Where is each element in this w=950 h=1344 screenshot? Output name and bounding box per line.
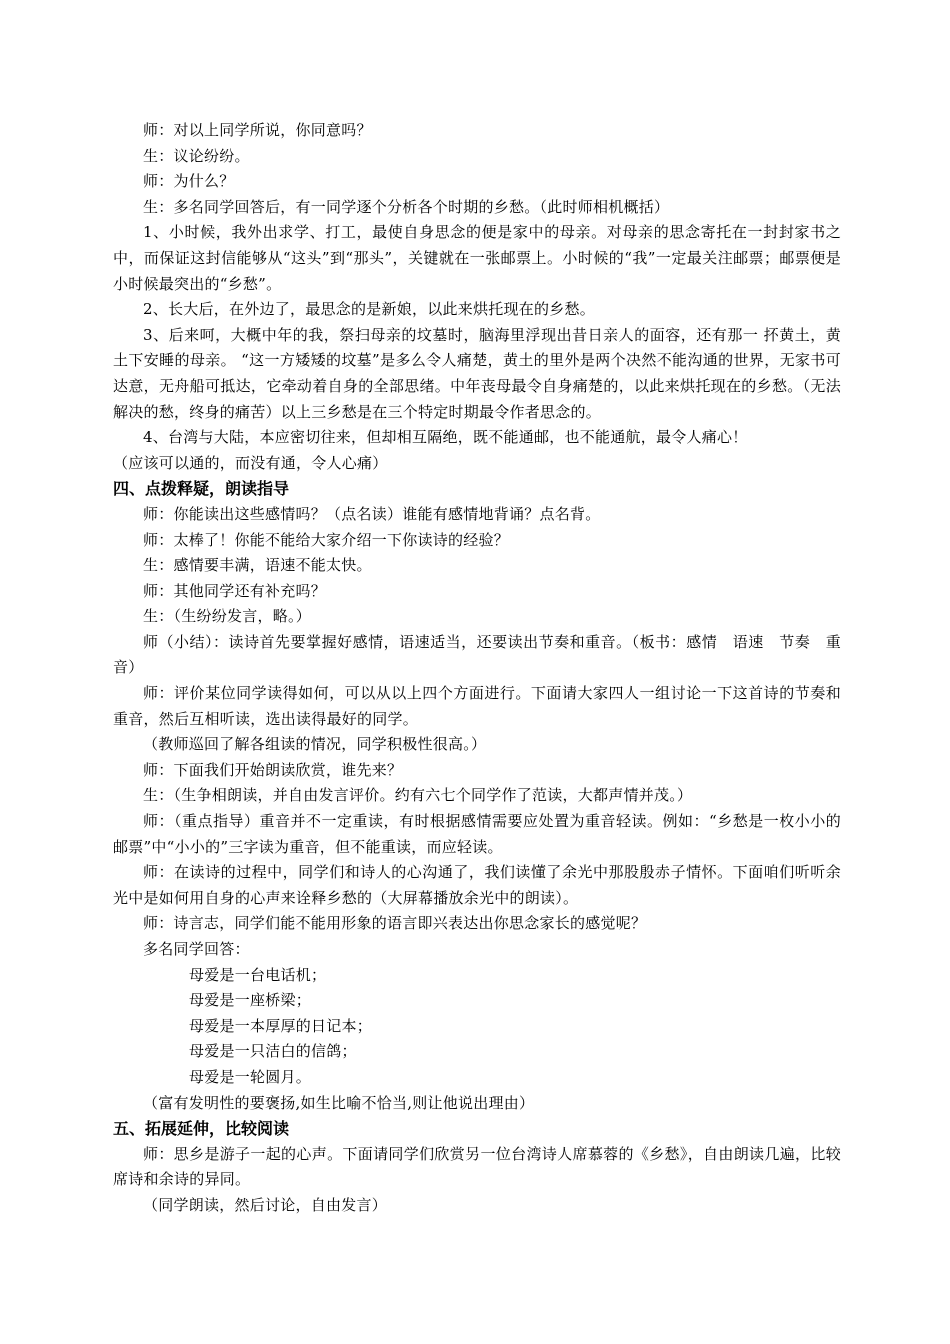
paragraph: （教师巡回了解各组读的情况，同学积极性很高。） (143, 735, 487, 754)
poem-line: 母爱是一轮圆月。 (189, 1067, 312, 1086)
paragraph: 师：太棒了！你能不能给大家介绍一下你读诗的经验？ (143, 530, 510, 549)
poem-line: 母爱是一台电话机； (189, 965, 327, 984)
paragraph: 4、台湾与大陆，本应密切往来，但却相互隔绝，既不能通邮，也不能通航，最令人痛心！ (143, 428, 748, 447)
paragraph: 生：（生纷纷发言，略。） (143, 607, 312, 626)
paragraph: 师（小结）：读诗首先要掌握好感情，语速适当，还要读出节奏和重音。（板书：感情 语速 节奏 重音） (113, 632, 841, 677)
paragraph: 师：评价某位同学读得如何，可以从以上四个方面进行。下面请大家四人一组讨论一下这首诗的节奏和重音，然后互相听读，选出读得最好的同学。 (113, 684, 841, 728)
paragraph: 师：对以上同学所说，你同意吗？ (143, 121, 372, 139)
paragraph: （同学朗读，然后讨论，自由发言） (143, 1195, 388, 1214)
paragraph: 生：多名同学回答后，有一同学逐个分析各个时期的乡愁。（此时师相机概括） (143, 197, 670, 216)
paragraph: 师：你能读出这些感情吗？（点名读）谁能有感情地背诵？点名背。 (143, 504, 601, 523)
poem-line: 母爱是一本厚厚的日记本； (189, 1016, 373, 1035)
paragraph: 多名同学回答： (143, 940, 250, 958)
poem-line: 母爱是一座桥梁； (189, 991, 312, 1010)
paragraph: 生：议论纷纷。 (143, 146, 250, 165)
paragraph: 师：诗言志，同学们能不能用形象的语言即兴表达出你思念家长的感觉呢？ (143, 914, 647, 933)
document-body (113, 118, 841, 1219)
paragraph: 3、后来呵，大概中年的我，祭扫母亲的坟墓时，脑海里浮现出昔日亲人的面容，还有那一 抔黄土，黄土下安睡的母亲。 “这一方矮矮的坟墓”是多么令人痛楚，黄土的里外是两个决然不能沟通的世界，无家书可达意，无舟船可抵达，它牵动着自身的全部思绪。中年丧母最令自身痛楚的，以此来烘托现在的乡愁。（无法解决的愁，终身的痛苦）以上三乡愁是在三个特定时期最令作者思念的。 (113, 325, 841, 421)
paragraph: 师：其他同学还有补充吗？ (143, 581, 327, 600)
section-heading-5: 五、拓展延伸，比较阅读 (113, 1119, 290, 1139)
paragraph: 师：下面我们开始朗读欣赏，谁先来？ (143, 760, 403, 779)
paragraph: 师：思乡是游子一起的心声。下面请同学们欣赏另一位台湾诗人席慕蓉的《乡愁》，自由朗读几遍，比较席诗和余诗的异同。 (113, 1144, 841, 1189)
paragraph: 师：在读诗的过程中，同学们和诗人的心沟通了，我们读懂了余光中那股殷赤子情怀。下面咱们听听余光中是如何用自身的心声来诠释乡愁的（大屏幕播放余光中的朗读）。 (113, 863, 841, 907)
paragraph-note: （富有发明性的要褒扬,如生比喻不恰当,则让他说出理由） (143, 1093, 535, 1112)
paragraph: 师：（重点指导）重音并不一定重读，有时根据感情需要应处置为重音轻读。例如：“乡愁是一枚小小的邮票”中“小小的”三字读为重音，但不能重读，而应轻读。 (113, 812, 841, 856)
paragraph: 生：（生争相朗读，并自由发言评价。约有六七个同学作了范读，大都声情并茂。） (143, 786, 693, 805)
paragraph-note: （应该可以通的，而没有通，令人心痛） (113, 453, 388, 472)
paragraph: 2、长大后，在外边了，最思念的是新娘，以此来烘托现在的乡愁。 (143, 300, 596, 319)
paragraph: 生：感情要丰满，语速不能太快。 (143, 556, 372, 575)
poem-line: 母爱是一只洁白的信鸽； (189, 1042, 357, 1061)
section-heading-4: 四、点拨释疑，朗读指导 (113, 479, 290, 499)
paragraph: 师：为什么？ (143, 172, 235, 191)
paragraph: 1、小时候，我外出求学、打工，最使自身思念的便是家中的母亲。对母亲的思念寄托在一封封家书之中，而保证这封信能够从“这头”到“那头”，关键就在一张邮票上。小时候的“我”一定最关注邮票；邮票便是小时候最突出的“乡愁”。 (113, 223, 841, 293)
